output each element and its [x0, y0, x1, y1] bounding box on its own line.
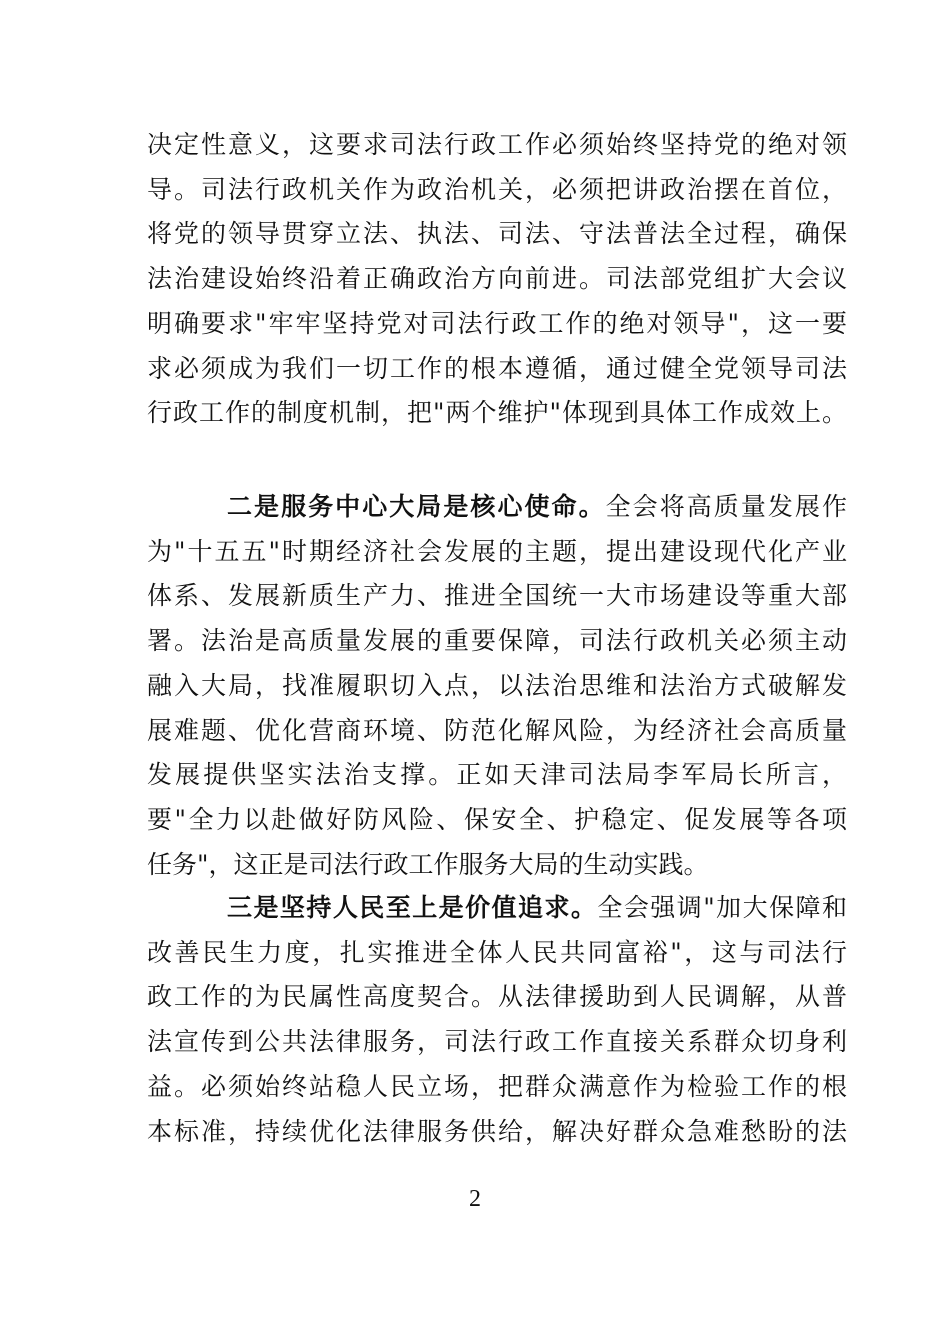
text-span: 全会将高质量发展作 — [605, 492, 847, 521]
text-line: 展难题、优化营商环境、防范化解风险，为经济社会高质量 — [147, 715, 847, 745]
text-line: 发展提供坚实法治支撑。正如天津司法局李军局长所言， — [147, 760, 847, 790]
text-span: 全会强调"加大保障和 — [597, 893, 847, 922]
text-line: 要"全力以赴做好防风险、保安全、护稳定、促发展等各项 — [147, 804, 847, 834]
text-line: 法治建设始终沿着正确政治方向前进。司法部党组扩大会议 — [147, 264, 847, 294]
text-line: 改善民生力度，扎实推进全体人民共同富裕"，这与司法行 — [147, 937, 847, 967]
text-line: 益。必须始终站稳人民立场，把群众满意作为检验工作的根 — [147, 1071, 847, 1101]
text-line: 将党的领导贯穿立法、执法、司法、守法普法全过程，确保 — [147, 219, 847, 249]
text-line: 求必须成为我们一切工作的根本遵循，通过健全党领导司法 — [147, 353, 847, 383]
paragraph-2 — [147, 485, 847, 887]
text-line — [147, 485, 847, 530]
text-line — [147, 886, 847, 931]
paragraph-3 — [147, 886, 847, 1154]
paragraph-1 — [147, 123, 847, 436]
text-line: 导。司法行政机关作为政治机关，必须把讲政治摆在首位， — [147, 174, 847, 204]
page-number: 2 — [469, 1186, 481, 1212]
text-line: 任务"，这正是司法行政工作服务大局的生动实践。 — [147, 849, 709, 879]
text-line: 融入大局，找准履职切入点，以法治思维和法治方式破解发 — [147, 670, 847, 700]
text-line: 本标准，持续优化法律服务供给，解决好群众急难愁盼的法 — [147, 1116, 847, 1146]
paragraph-lead-heading: 三是坚持人民至上是价值追求。 — [227, 893, 598, 922]
text-line: 法宣传到公共法律服务，司法行政工作直接关系群众切身利 — [147, 1027, 847, 1057]
text-line: 为"十五五"时期经济社会发展的主题，提出建设现代化产业 — [147, 536, 847, 566]
text-line: 决定性意义，这要求司法行政工作必须始终坚持党的绝对领 — [147, 130, 847, 159]
text-line: 体系、发展新质生产力、推进全国统一大市场建设等重大部 — [147, 581, 847, 611]
text-line: 署。法治是高质量发展的重要保障，司法行政机关必须主动 — [147, 626, 847, 656]
text-line: 政工作的为民属性高度契合。从法律援助到人民调解，从普 — [147, 982, 847, 1012]
text-line: 明确要求"牢牢坚持党对司法行政工作的绝对领导"，这一要 — [147, 308, 847, 338]
text-line: 行政工作的制度机制，把"两个维护"体现到具体工作成效上。 — [147, 398, 847, 428]
paragraph-lead-heading: 二是服务中心大局是核心使命。 — [227, 492, 606, 521]
